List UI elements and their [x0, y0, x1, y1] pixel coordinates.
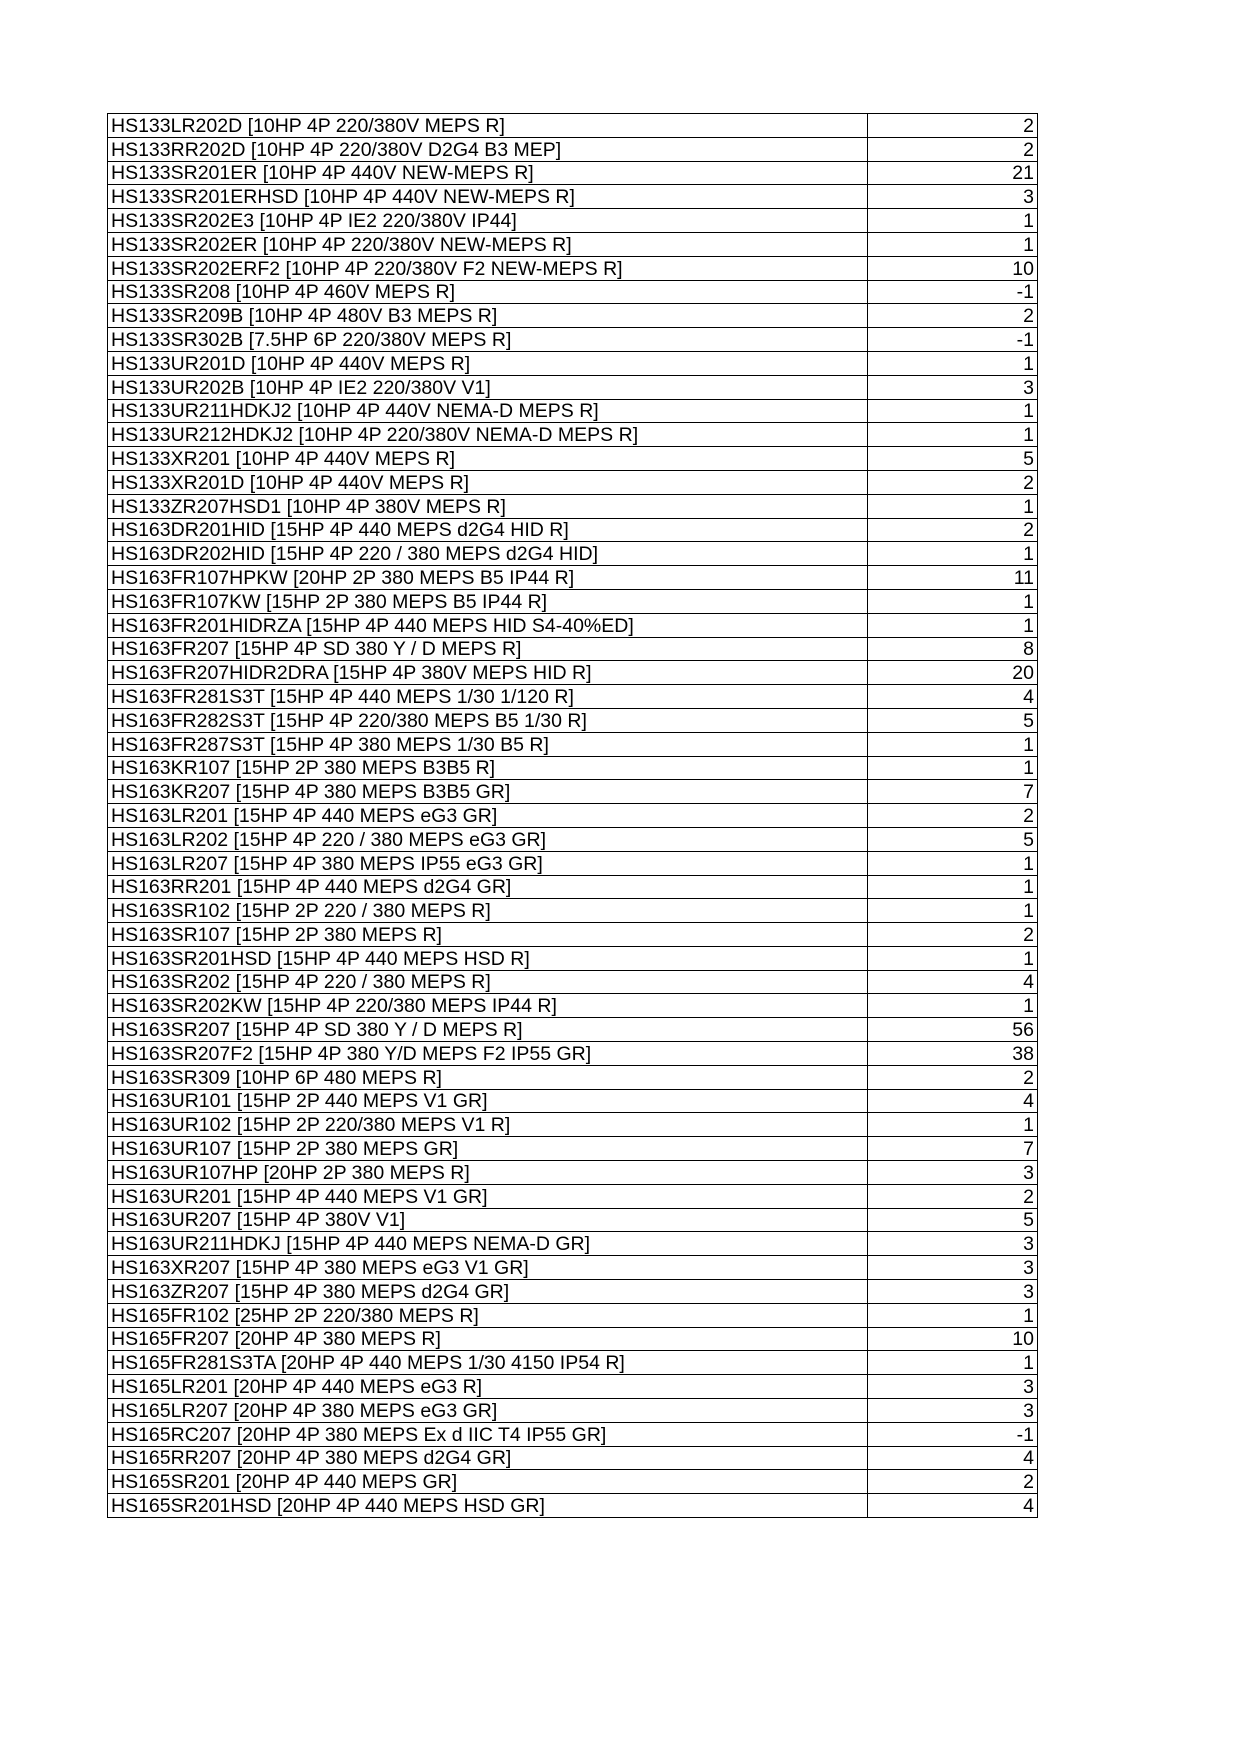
table-row — [108, 994, 1038, 1018]
table-row — [108, 566, 1038, 590]
quantity-cell: 1 — [868, 494, 1038, 518]
item-description-cell: HS163LR202 [15HP 4P 220 / 380 MEPS eG3 GR] — [108, 827, 868, 851]
quantity-cell: 38 — [868, 1042, 1038, 1066]
table-row — [108, 518, 1038, 542]
quantity-cell: 2 — [868, 1470, 1038, 1494]
table-row — [108, 161, 1038, 185]
item-description-cell: HS163FR107HPKW [20HP 2P 380 MEPS B5 IP44 R] — [108, 566, 868, 590]
quantity-cell: 2 — [868, 304, 1038, 328]
quantity-cell: 5 — [868, 708, 1038, 732]
item-description-cell: HS133UR201D [10HP 4P 440V MEPS R] — [108, 351, 868, 375]
quantity-cell: 2 — [868, 1184, 1038, 1208]
inventory-table — [107, 113, 1038, 1518]
quantity-cell: 3 — [868, 1280, 1038, 1304]
quantity-cell: 10 — [868, 256, 1038, 280]
item-description-cell: HS163RR201 [15HP 4P 440 MEPS d2G4 GR] — [108, 875, 868, 899]
quantity-cell: 7 — [868, 1137, 1038, 1161]
quantity-cell: 8 — [868, 637, 1038, 661]
quantity-cell: 1 — [868, 232, 1038, 256]
item-description-cell: HS163UR201 [15HP 4P 440 MEPS V1 GR] — [108, 1184, 868, 1208]
table-row — [108, 304, 1038, 328]
item-description-cell: HS165FR207 [20HP 4P 380 MEPS R] — [108, 1327, 868, 1351]
item-description-cell: HS133LR202D [10HP 4P 220/380V MEPS R] — [108, 114, 868, 138]
table-row — [108, 1089, 1038, 1113]
item-description-cell: HS165FR102 [25HP 2P 220/380 MEPS R] — [108, 1303, 868, 1327]
item-description-cell: HS163LR207 [15HP 4P 380 MEPS IP55 eG3 GR] — [108, 851, 868, 875]
table-row — [108, 875, 1038, 899]
table-row — [108, 613, 1038, 637]
table-row — [108, 137, 1038, 161]
table-row — [108, 780, 1038, 804]
item-description-cell: HS163FR107KW [15HP 2P 380 MEPS B5 IP44 R] — [108, 589, 868, 613]
table-row — [108, 256, 1038, 280]
item-description-cell: HS163UR107HP [20HP 2P 380 MEPS R] — [108, 1161, 868, 1185]
table-row — [108, 1494, 1038, 1518]
quantity-cell: -1 — [868, 280, 1038, 304]
quantity-cell: 1 — [868, 1351, 1038, 1375]
table-row — [108, 1256, 1038, 1280]
table-row — [108, 114, 1038, 138]
quantity-cell: 1 — [868, 351, 1038, 375]
quantity-cell: 1 — [868, 209, 1038, 233]
quantity-cell: 1 — [868, 851, 1038, 875]
table-row — [108, 899, 1038, 923]
item-description-cell: HS133UR212HDKJ2 [10HP 4P 220/380V NEMA-D MEPS R] — [108, 423, 868, 447]
item-description-cell: HS163SR201HSD [15HP 4P 440 MEPS HSD R] — [108, 946, 868, 970]
quantity-cell: 5 — [868, 447, 1038, 471]
item-description-cell: HS133SR202E3 [10HP 4P IE2 220/380V IP44] — [108, 209, 868, 233]
quantity-cell: 7 — [868, 780, 1038, 804]
quantity-cell: 3 — [868, 1161, 1038, 1185]
item-description-cell: HS163KR207 [15HP 4P 380 MEPS B3B5 GR] — [108, 780, 868, 804]
quantity-cell: 2 — [868, 923, 1038, 947]
table-row — [108, 1137, 1038, 1161]
item-description-cell: HS133SR208 [10HP 4P 460V MEPS R] — [108, 280, 868, 304]
quantity-cell: 10 — [868, 1327, 1038, 1351]
quantity-cell: 21 — [868, 161, 1038, 185]
table-row — [108, 1113, 1038, 1137]
item-description-cell: HS165LR207 [20HP 4P 380 MEPS eG3 GR] — [108, 1399, 868, 1423]
quantity-cell: 20 — [868, 661, 1038, 685]
item-description-cell: HS163UR101 [15HP 2P 440 MEPS V1 GR] — [108, 1089, 868, 1113]
item-description-cell: HS165FR281S3TA [20HP 4P 440 MEPS 1/30 4150 IP54 R] — [108, 1351, 868, 1375]
item-description-cell: HS165SR201 [20HP 4P 440 MEPS GR] — [108, 1470, 868, 1494]
table-row — [108, 1327, 1038, 1351]
quantity-cell: 2 — [868, 137, 1038, 161]
quantity-cell: 1 — [868, 399, 1038, 423]
quantity-cell: 3 — [868, 1399, 1038, 1423]
item-description-cell: HS133SR202ERF2 [10HP 4P 220/380V F2 NEW-MEPS R] — [108, 256, 868, 280]
quantity-cell: 1 — [868, 613, 1038, 637]
item-description-cell: HS163SR202 [15HP 4P 220 / 380 MEPS R] — [108, 970, 868, 994]
table-row — [108, 1042, 1038, 1066]
quantity-cell: 4 — [868, 685, 1038, 709]
item-description-cell: HS163SR309 [10HP 6P 480 MEPS R] — [108, 1065, 868, 1089]
table-row — [108, 542, 1038, 566]
quantity-cell: 4 — [868, 1089, 1038, 1113]
table-row — [108, 804, 1038, 828]
table-row — [108, 1351, 1038, 1375]
table-row — [108, 280, 1038, 304]
table-row — [108, 351, 1038, 375]
table-row — [108, 185, 1038, 209]
item-description-cell: HS165LR201 [20HP 4P 440 MEPS eG3 R] — [108, 1375, 868, 1399]
item-description-cell: HS163SR107 [15HP 2P 380 MEPS R] — [108, 923, 868, 947]
item-description-cell: HS163FR201HIDRZA [15HP 4P 440 MEPS HID S4-40%ED] — [108, 613, 868, 637]
table-row — [108, 732, 1038, 756]
quantity-cell: 3 — [868, 185, 1038, 209]
quantity-cell: 1 — [868, 423, 1038, 447]
item-description-cell: HS133RR202D [10HP 4P 220/380V D2G4 B3 MEP] — [108, 137, 868, 161]
table-row — [108, 375, 1038, 399]
quantity-cell: 11 — [868, 566, 1038, 590]
quantity-cell: 1 — [868, 589, 1038, 613]
item-description-cell: HS163UR107 [15HP 2P 380 MEPS GR] — [108, 1137, 868, 1161]
item-description-cell: HS163UR211HDKJ [15HP 4P 440 MEPS NEMA-D GR] — [108, 1232, 868, 1256]
item-description-cell: HS163FR281S3T [15HP 4P 440 MEPS 1/30 1/120 R] — [108, 685, 868, 709]
quantity-cell: 1 — [868, 946, 1038, 970]
table-row — [108, 1161, 1038, 1185]
table-row — [108, 423, 1038, 447]
table-row — [108, 1280, 1038, 1304]
table-row — [108, 970, 1038, 994]
quantity-cell: 2 — [868, 470, 1038, 494]
item-description-cell: HS163SR207F2 [15HP 4P 380 Y/D MEPS F2 IP55 GR] — [108, 1042, 868, 1066]
item-description-cell: HS163SR102 [15HP 2P 220 / 380 MEPS R] — [108, 899, 868, 923]
item-description-cell: HS163DR202HID [15HP 4P 220 / 380 MEPS d2G4 HID] — [108, 542, 868, 566]
table-row — [108, 1208, 1038, 1232]
table-row — [108, 399, 1038, 423]
table-row — [108, 1018, 1038, 1042]
item-description-cell: HS163XR207 [15HP 4P 380 MEPS eG3 V1 GR] — [108, 1256, 868, 1280]
item-description-cell: HS163ZR207 [15HP 4P 380 MEPS d2G4 GR] — [108, 1280, 868, 1304]
quantity-cell: 1 — [868, 899, 1038, 923]
quantity-cell: 4 — [868, 1446, 1038, 1470]
quantity-cell: -1 — [868, 328, 1038, 352]
item-description-cell: HS163SR202KW [15HP 4P 220/380 MEPS IP44 R] — [108, 994, 868, 1018]
item-description-cell: HS165RC207 [20HP 4P 380 MEPS Ex d IIC T4 IP55 GR] — [108, 1422, 868, 1446]
item-description-cell: HS133SR201ER [10HP 4P 440V NEW-MEPS R] — [108, 161, 868, 185]
item-description-cell: HS163FR282S3T [15HP 4P 220/380 MEPS B5 1/30 R] — [108, 708, 868, 732]
table-row — [108, 1065, 1038, 1089]
item-description-cell: HS163KR107 [15HP 2P 380 MEPS B3B5 R] — [108, 756, 868, 780]
item-description-cell: HS163SR207 [15HP 4P SD 380 Y / D MEPS R] — [108, 1018, 868, 1042]
table-row — [108, 1422, 1038, 1446]
table-row — [108, 708, 1038, 732]
item-description-cell: HS163UR102 [15HP 2P 220/380 MEPS V1 R] — [108, 1113, 868, 1137]
table-row — [108, 1446, 1038, 1470]
table-row — [108, 923, 1038, 947]
inventory-table-body — [108, 114, 1038, 1518]
item-description-cell: HS163FR207 [15HP 4P SD 380 Y / D MEPS R] — [108, 637, 868, 661]
item-description-cell: HS133XR201D [10HP 4P 440V MEPS R] — [108, 470, 868, 494]
item-description-cell: HS163UR207 [15HP 4P 380V V1] — [108, 1208, 868, 1232]
table-row — [108, 209, 1038, 233]
quantity-cell: -1 — [868, 1422, 1038, 1446]
quantity-cell: 1 — [868, 994, 1038, 1018]
table-row — [108, 756, 1038, 780]
quantity-cell: 3 — [868, 1375, 1038, 1399]
item-description-cell: HS163LR201 [15HP 4P 440 MEPS eG3 GR] — [108, 804, 868, 828]
table-row — [108, 494, 1038, 518]
quantity-cell: 1 — [868, 875, 1038, 899]
quantity-cell: 1 — [868, 756, 1038, 780]
table-row — [108, 470, 1038, 494]
item-description-cell: HS165RR207 [20HP 4P 380 MEPS d2G4 GR] — [108, 1446, 868, 1470]
table-row — [108, 447, 1038, 471]
item-description-cell: HS133SR202ER [10HP 4P 220/380V NEW-MEPS R] — [108, 232, 868, 256]
table-row — [108, 328, 1038, 352]
quantity-cell: 1 — [868, 732, 1038, 756]
item-description-cell: HS133SR302B [7.5HP 6P 220/380V MEPS R] — [108, 328, 868, 352]
quantity-cell: 56 — [868, 1018, 1038, 1042]
table-row — [108, 637, 1038, 661]
item-description-cell: HS133UR202B [10HP 4P IE2 220/380V V1] — [108, 375, 868, 399]
table-row — [108, 851, 1038, 875]
table-row — [108, 1470, 1038, 1494]
table-row — [108, 661, 1038, 685]
quantity-cell: 2 — [868, 804, 1038, 828]
quantity-cell: 2 — [868, 1065, 1038, 1089]
table-row — [108, 685, 1038, 709]
quantity-cell: 3 — [868, 1232, 1038, 1256]
item-description-cell: HS133SR209B [10HP 4P 480V B3 MEPS R] — [108, 304, 868, 328]
table-row — [108, 1232, 1038, 1256]
table-row — [108, 589, 1038, 613]
quantity-cell: 1 — [868, 542, 1038, 566]
table-row — [108, 232, 1038, 256]
table-row — [108, 1375, 1038, 1399]
quantity-cell: 1 — [868, 1303, 1038, 1327]
item-description-cell: HS133ZR207HSD1 [10HP 4P 380V MEPS R] — [108, 494, 868, 518]
item-description-cell: HS163DR201HID [15HP 4P 440 MEPS d2G4 HID R] — [108, 518, 868, 542]
table-row — [108, 1399, 1038, 1423]
table-row — [108, 1303, 1038, 1327]
table-row — [108, 1184, 1038, 1208]
quantity-cell: 3 — [868, 1256, 1038, 1280]
item-description-cell: HS165SR201HSD [20HP 4P 440 MEPS HSD GR] — [108, 1494, 868, 1518]
item-description-cell: HS133SR201ERHSD [10HP 4P 440V NEW-MEPS R] — [108, 185, 868, 209]
item-description-cell: HS133UR211HDKJ2 [10HP 4P 440V NEMA-D MEPS R] — [108, 399, 868, 423]
item-description-cell: HS163FR287S3T [15HP 4P 380 MEPS 1/30 B5 R] — [108, 732, 868, 756]
quantity-cell: 2 — [868, 518, 1038, 542]
quantity-cell: 5 — [868, 827, 1038, 851]
quantity-cell: 1 — [868, 1113, 1038, 1137]
quantity-cell: 4 — [868, 1494, 1038, 1518]
quantity-cell: 3 — [868, 375, 1038, 399]
item-description-cell: HS163FR207HIDR2DRA [15HP 4P 380V MEPS HID R] — [108, 661, 868, 685]
table-row — [108, 827, 1038, 851]
table-row — [108, 946, 1038, 970]
quantity-cell: 2 — [868, 114, 1038, 138]
quantity-cell: 5 — [868, 1208, 1038, 1232]
item-description-cell: HS133XR201 [10HP 4P 440V MEPS R] — [108, 447, 868, 471]
quantity-cell: 4 — [868, 970, 1038, 994]
